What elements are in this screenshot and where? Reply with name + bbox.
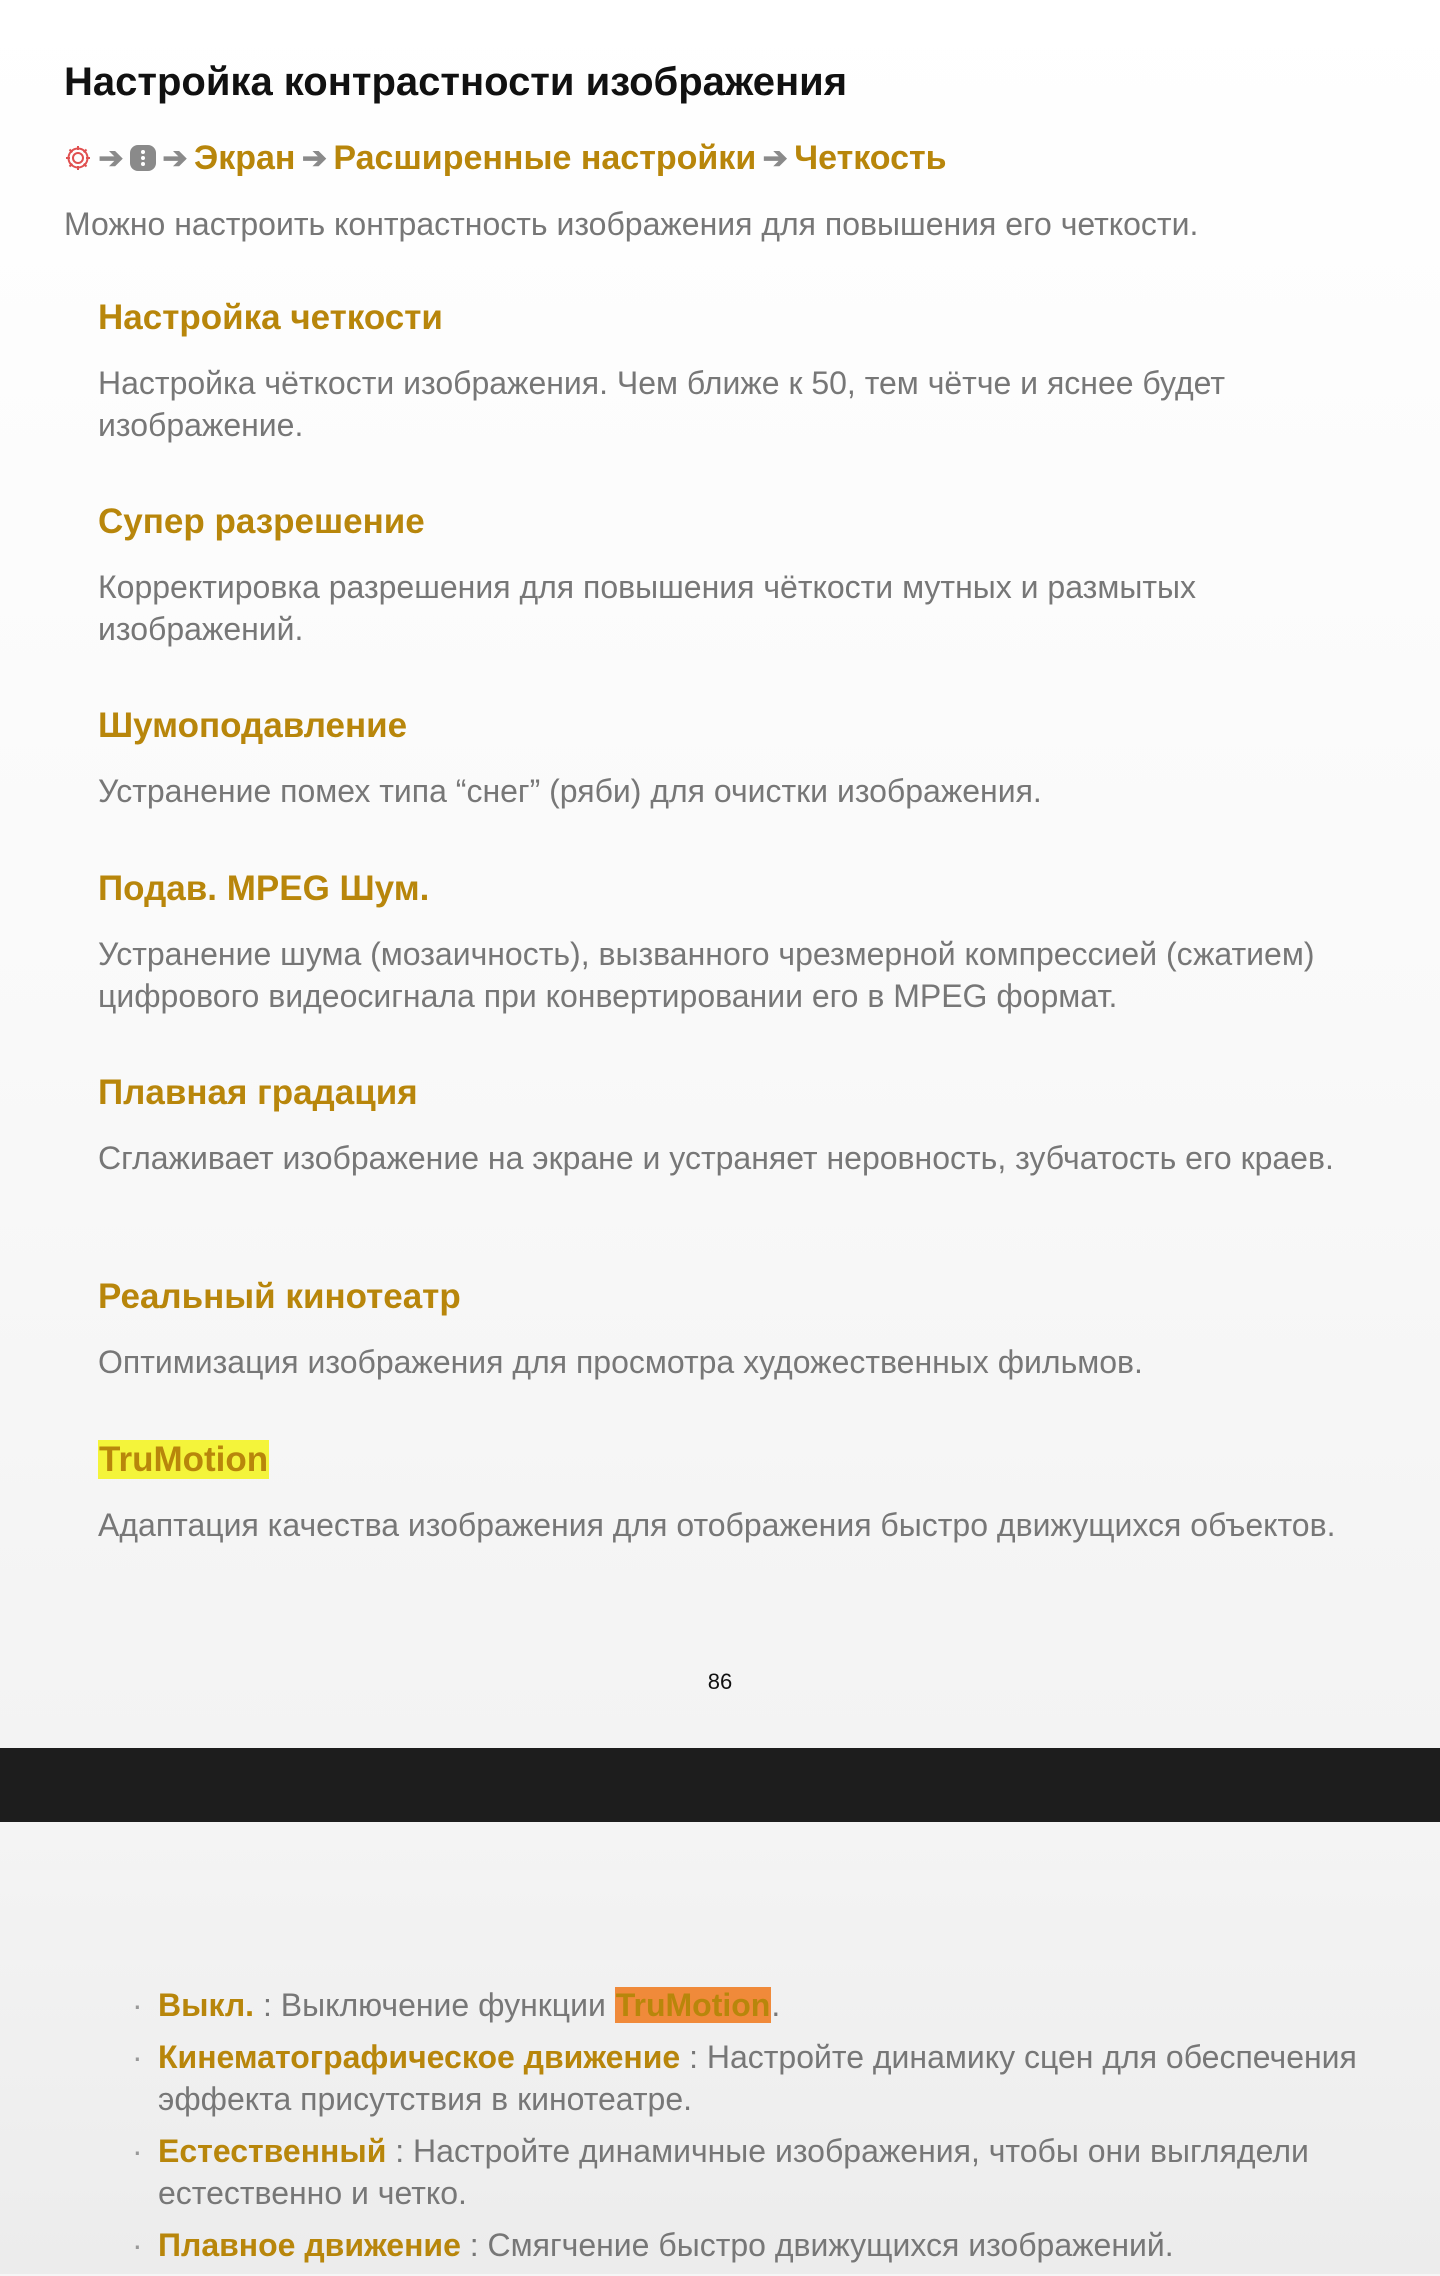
breadcrumb-arrow: ➔ [762,141,788,175]
section-heading-trumotion [98,1440,269,1480]
menu-icon [128,143,158,173]
section-body-super-resolution: Корректировка разрешения для повышения чёткости мутных и размытых изображений. [98,569,1196,647]
option-text-smooth: : Смягчение быстро движущихся изображений. [460,2227,1174,2263]
option-text-off: : Выключение функции [254,1987,615,2023]
section-heading-super-resolution: Супер разрешение [98,502,425,541]
breadcrumb [62,134,949,182]
breadcrumb-item-sharpness[interactable]: Четкость [794,138,947,177]
list-item [128,1984,1378,2026]
option-term-natural: Естественный [158,2133,387,2169]
option-term-smooth: Плавное движение [158,2227,461,2263]
breadcrumb-item-advanced-settings[interactable]: Расширенные настройки [333,138,757,177]
option-term-cinematic: Кинематографическое движение [158,2039,681,2075]
breadcrumb-arrow: ➔ [301,141,327,175]
section-body-mpeg-noise: Устранение шума (мозаичность), вызванного чрезмерной компрессией (сжатием) цифрового видеосигнала при конвертировании его в MPEG формат. [98,936,1315,1014]
page-number: 86 [707,1669,733,1694]
list-item [128,2036,1378,2120]
page-divider [0,1748,1440,1822]
section-heading-real-cinema: Реальный кинотеатр [98,1277,461,1316]
bullet: · [132,2133,143,2169]
trumotion-options-list [128,1984,1378,2276]
list-item [128,2224,1378,2266]
bullet: · [132,2039,143,2075]
option-text-off-end: . [771,1987,781,2023]
section-heading-mpeg-noise: Подав. MPEG Шум. [98,869,430,908]
section-body-smooth-gradation: Сглаживает изображение на экране и устраняет неровность, зубчатость его краев. [98,1140,1334,1176]
section-body-noise-reduction: Устранение помех типа “снег” (ряби) для очистки изображения. [98,773,1042,809]
breadcrumb-item-screen[interactable]: Экран [194,138,296,177]
option-text-cinematic: : Настройте динамику сцен для обеспечения эффекта присутствия в кинотеатре. [158,2039,1357,2117]
gear-icon [62,142,94,174]
section-heading-noise-reduction: Шумоподавление [98,706,408,745]
option-term-off: Выкл. [158,1987,255,2023]
list-item [128,2130,1378,2214]
section-body-sharpness: Настройка чёткости изображения. Чем ближе к 50, тем чётче и яснее будет изображение. [98,365,1226,443]
section-heading-smooth-gradation: Плавная градация [98,1073,418,1112]
section-body-real-cinema: Оптимизация изображения для просмотра художественных фильмов. [98,1344,1143,1380]
trumotion-mark: TruMotion [615,1987,771,2023]
breadcrumb-arrow: ➔ [162,141,188,175]
trumotion-highlight: TruMotion [99,1440,269,1479]
intro-text: Можно настроить контрастность изображения для повышения его четкости. [64,206,1199,242]
section-heading-sharpness: Настройка четкости [98,298,443,337]
page-title: Настройка контрастности изображения [64,60,848,104]
breadcrumb-arrow: ➔ [98,141,124,175]
section-body-trumotion: Адаптация качества изображения для отображения быстро движущихся объектов. [98,1507,1336,1543]
bullet: · [132,1987,143,2023]
option-text-natural: : Настройте динамичные изображения, чтобы они выглядели естественно и четко. [158,2133,1309,2211]
bullet: · [132,2227,143,2263]
